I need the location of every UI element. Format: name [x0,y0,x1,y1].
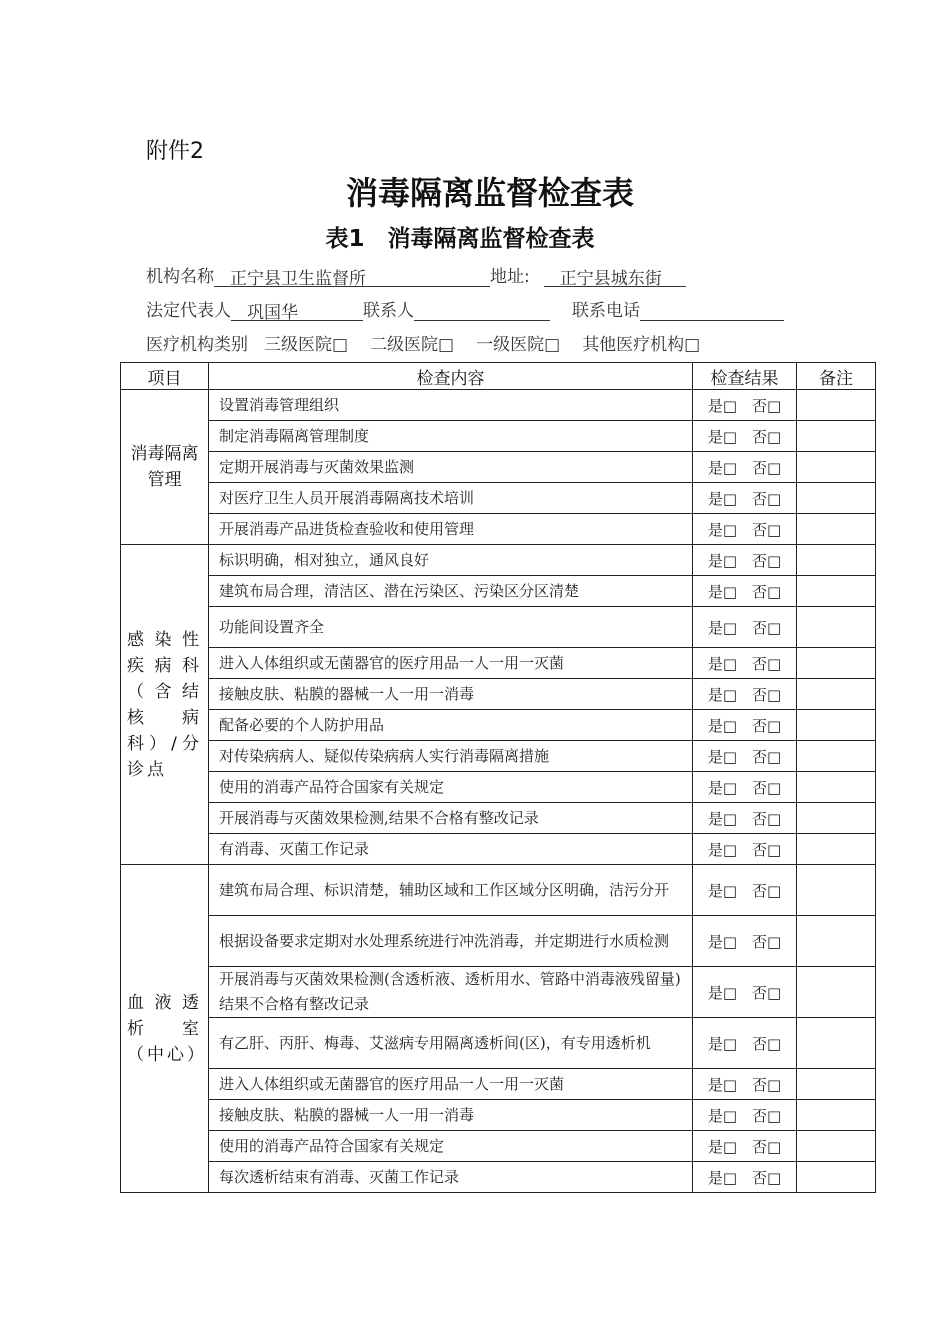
result-checkbox[interactable]: 是□ 否□ [693,514,797,545]
note-cell[interactable] [797,452,876,483]
result-checkbox[interactable]: 是□ 否□ [693,1162,797,1193]
check-item: 配备必要的个人防护用品 [209,710,693,741]
org-label: 机构名称 [146,267,214,287]
check-item: 进入人体组织或无菌器官的医疗用品一人一用一灭菌 [209,648,693,679]
check-item: 标识明确，相对独立，通风良好 [209,545,693,576]
result-checkbox[interactable]: 是□ 否□ [693,1100,797,1131]
type-option-level2[interactable]: 二级医院□ [370,335,455,355]
result-checkbox[interactable]: 是□ 否□ [693,576,797,607]
result-checkbox[interactable]: 是□ 否□ [693,1131,797,1162]
note-cell[interactable] [797,648,876,679]
phone-label: 联系电话 [572,301,640,321]
inspection-table [120,362,876,1193]
table-row [121,576,876,607]
info-line-org [146,262,686,287]
table-row [121,483,876,514]
table-row [121,1069,876,1100]
note-cell[interactable] [797,1100,876,1131]
info-line-rep [146,296,784,321]
table-row [121,834,876,865]
note-cell[interactable] [797,834,876,865]
note-cell[interactable] [797,967,876,1018]
table-title: 表1 消毒隔离监督检查表 [325,226,595,252]
check-item: 对医疗卫生人员开展消毒隔离技术培训 [209,483,693,514]
type-label: 医疗机构类别 [146,335,248,355]
table-row [121,803,876,834]
check-item: 功能间设置齐全 [209,607,693,648]
note-cell[interactable] [797,545,876,576]
rep-field[interactable]: 巩国华 [231,298,363,321]
result-checkbox[interactable]: 是□ 否□ [693,865,797,916]
table-row [121,741,876,772]
result-checkbox[interactable]: 是□ 否□ [693,1069,797,1100]
table-row [121,865,876,916]
result-checkbox[interactable]: 是□ 否□ [693,967,797,1018]
check-item: 建筑布局合理、标识清楚，辅助区域和工作区域分区明确，洁污分开 [209,865,693,916]
table-row [121,772,876,803]
result-checkbox[interactable]: 是□ 否□ [693,916,797,967]
attachment-label: 附件2 [146,139,204,164]
contact-label: 联系人 [363,301,414,321]
address-field[interactable]: 正宁县城东街 [544,264,686,287]
category-hemodialysis: 血液透析室（中心） [121,865,209,1193]
type-option-other[interactable]: 其他医疗机构□ [582,335,701,355]
table-row [121,390,876,421]
note-cell[interactable] [797,741,876,772]
table-row [121,710,876,741]
result-checkbox[interactable]: 是□ 否□ [693,772,797,803]
contact-field[interactable] [414,298,550,321]
table-row [121,967,876,1018]
check-item: 定期开展消毒与灭菌效果监测 [209,452,693,483]
category-infectious-disease: 感染性疾病科（含结核病科）/分诊点 [121,545,209,865]
table-row [121,421,876,452]
address-label: 地址: [490,267,530,287]
result-checkbox[interactable]: 是□ 否□ [693,679,797,710]
result-checkbox[interactable]: 是□ 否□ [693,834,797,865]
check-item: 开展消毒与灭菌效果检测,结果不合格有整改记录 [209,803,693,834]
result-checkbox[interactable]: 是□ 否□ [693,483,797,514]
check-item: 有消毒、灭菌工作记录 [209,834,693,865]
note-cell[interactable] [797,916,876,967]
check-item: 接触皮肤、粘膜的器械一人一用一消毒 [209,679,693,710]
table-row [121,1162,876,1193]
note-cell[interactable] [797,1069,876,1100]
check-item: 使用的消毒产品符合国家有关规定 [209,1131,693,1162]
result-checkbox[interactable]: 是□ 否□ [693,710,797,741]
table-row [121,514,876,545]
type-option-level3[interactable]: 三级医院□ [264,335,349,355]
note-cell[interactable] [797,390,876,421]
check-item: 每次透析结束有消毒、灭菌工作记录 [209,1162,693,1193]
table-row [121,679,876,710]
note-cell[interactable] [797,421,876,452]
type-option-level1[interactable]: 一级医院□ [476,335,561,355]
table-row [121,1100,876,1131]
info-line-type [146,330,700,355]
note-cell[interactable] [797,710,876,741]
result-checkbox[interactable]: 是□ 否□ [693,1018,797,1069]
result-checkbox[interactable]: 是□ 否□ [693,741,797,772]
table-row [121,452,876,483]
table-row [121,1018,876,1069]
check-item: 设置消毒管理组织 [209,390,693,421]
check-item: 开展消毒与灭菌效果检测(含透析液、透析用水、管路中消毒液残留量)结果不合格有整改记录 [209,967,693,1018]
header-result: 检查结果 [693,363,797,390]
note-cell[interactable] [797,803,876,834]
result-checkbox[interactable]: 是□ 否□ [693,545,797,576]
result-checkbox[interactable]: 是□ 否□ [693,421,797,452]
note-cell[interactable] [797,1162,876,1193]
org-field[interactable]: 正宁县卫生监督所 [214,264,490,287]
check-item: 建筑布局合理，清洁区、潜在污染区、污染区分区清楚 [209,576,693,607]
rep-label: 法定代表人 [146,301,231,321]
note-cell[interactable] [797,772,876,803]
result-checkbox[interactable]: 是□ 否□ [693,390,797,421]
note-cell[interactable] [797,607,876,648]
check-item: 使用的消毒产品符合国家有关规定 [209,772,693,803]
phone-field[interactable] [640,298,784,321]
note-cell[interactable] [797,514,876,545]
table-row [121,1131,876,1162]
check-item: 制定消毒隔离管理制度 [209,421,693,452]
note-cell[interactable] [797,679,876,710]
note-cell[interactable] [797,865,876,916]
check-item: 根据设备要求定期对水处理系统进行冲洗消毒，并定期进行水质检测 [209,916,693,967]
check-item: 开展消毒产品进货检查验收和使用管理 [209,514,693,545]
category-disinfection-management: 消毒隔离管理 [121,390,209,545]
check-item: 进入人体组织或无菌器官的医疗用品一人一用一灭菌 [209,1069,693,1100]
check-item: 对传染病病人、疑似传染病病人实行消毒隔离措施 [209,741,693,772]
result-checkbox[interactable]: 是□ 否□ [693,648,797,679]
table-row [121,607,876,648]
page-title: 消毒隔离监督检查表 [345,174,634,212]
result-checkbox[interactable]: 是□ 否□ [693,607,797,648]
table-row [121,916,876,967]
note-cell[interactable] [797,1131,876,1162]
note-cell[interactable] [797,1018,876,1069]
header-item: 项目 [121,363,209,390]
note-cell[interactable] [797,483,876,514]
result-checkbox[interactable]: 是□ 否□ [693,452,797,483]
check-item: 接触皮肤、粘膜的器械一人一用一消毒 [209,1100,693,1131]
header-content: 检查内容 [209,363,693,390]
result-checkbox[interactable]: 是□ 否□ [693,803,797,834]
check-item: 有乙肝、丙肝、梅毒、艾滋病专用隔离透析间(区)，有专用透析机 [209,1018,693,1069]
table-row [121,648,876,679]
table-row [121,545,876,576]
note-cell[interactable] [797,576,876,607]
header-note: 备注 [797,363,876,390]
